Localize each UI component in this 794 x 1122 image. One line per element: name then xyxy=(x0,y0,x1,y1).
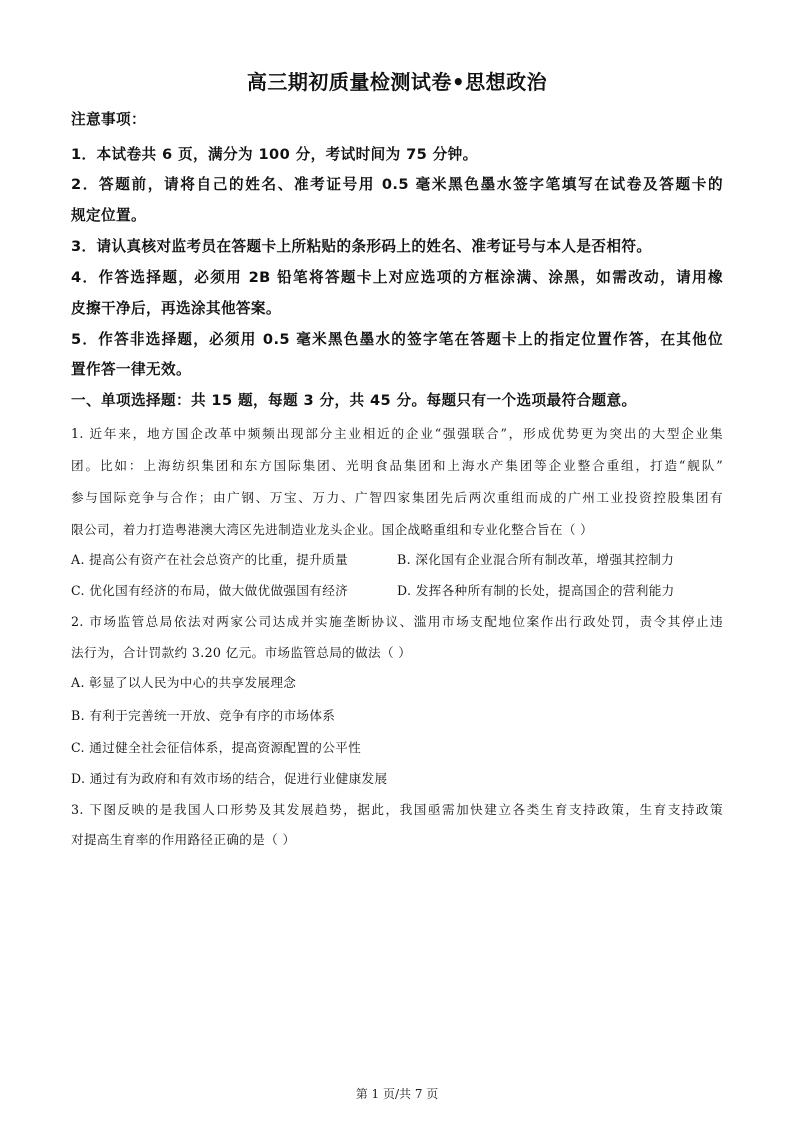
q3-line-1: 3. 下图反映的是我国人口形势及其发展趋势，据此，我国亟需加快建立各类生育支持政策，生育支持政策 xyxy=(71,802,723,817)
notice-line-5: 4．作答选择题，必须用 2B 铅笔将答题卡上对应选项的方框涂满、涂黑，如需改动，请用橡 xyxy=(71,269,723,286)
notice-line-2: 2．答题前，请将自己的姓名、准考证号用 0.5 毫米黑色墨水签字笔填写在试卷及答题卡的 xyxy=(71,176,723,193)
notice-heading: 注意事项： xyxy=(71,111,146,128)
page-footer: 第 1 页/共 7 页 xyxy=(355,1087,439,1101)
q3-line-2: 对提高生育率的作用路径正确的是（ ） xyxy=(71,832,296,847)
q2-line-1: 2. 市场监管总局依法对两家公司达成并实施垄断协议、滥用市场支配地位案作出行政处罚，责令其停止违 xyxy=(71,614,723,629)
notice-line-1: 1．本试卷共 6 页，满分为 100 分，考试时间为 75 分钟。 xyxy=(71,146,478,163)
q1-line-4: 限公司，着力打造粤港澳大湾区先进制造业龙头企业。国企战略重组和专业化整合旨在（ ） xyxy=(71,522,594,537)
notice-line-7: 5．作答非选择题，必须用 0.5 毫米黑色墨水的签字笔在答题卡上的指定位置作答，在其他位 xyxy=(71,331,723,348)
notice-line-3: 规定位置。 xyxy=(71,207,146,224)
q1-option-c: C. 优化国有经济的布局，做大做优做强国有经济 xyxy=(71,583,349,598)
q1-option-b: B. 深化国有企业混合所有制改革，增强其控制力 xyxy=(397,552,675,567)
q1-option-a: A. 提高公有资产在社会总资产的比重，提升质量 xyxy=(71,552,349,567)
section-heading-single-choice: 一、单项选择题：共 15 题，每题 3 分，共 45 分。每题只有一个选项最符合题意。 xyxy=(71,392,637,409)
q2-option-d: D. 通过有为政府和有效市场的结合，促进行业健康发展 xyxy=(71,771,388,786)
q2-line-2: 法行为，合计罚款约 3.20 亿元。市场监管总局的做法（ ） xyxy=(71,645,412,660)
q1-line-1: 1. 近年来，地方国企改革中频频出现部分主业相近的企业“强强联合”，形成优势更为突出的大型企业集 xyxy=(71,426,723,441)
q2-option-b: B. 有利于完善统一开放、竞争有序的市场体系 xyxy=(71,708,336,723)
q2-option-a: A. 彰显了以人民为中心的共享发展理念 xyxy=(71,675,297,690)
q1-option-d: D. 发挥各种所有制的长处，提高国企的营利能力 xyxy=(397,583,675,598)
q1-line-3: 参与国际竞争与合作；由广钢、万宝、万力、广智四家集团先后两次重组而成的广州工业投资控股集团有 xyxy=(71,490,723,505)
q2-option-c: C. 通过健全社会征信体系，提高资源配置的公平性 xyxy=(71,740,362,755)
notice-line-6: 皮擦干净后，再选涂其他答案。 xyxy=(71,300,281,317)
exam-title: 高三期初质量检测试卷•思想政治 xyxy=(246,70,548,94)
notice-line-4: 3．请认真核对监考员在答题卡上所粘贴的条形码上的姓名、准考证号与本人是否相符。 xyxy=(71,238,652,255)
notice-line-8: 置作答一律无效。 xyxy=(71,361,191,378)
q1-line-2: 团。比如：上海纺织集团和东方国际集团、光明食品集团和上海水产集团等企业整合重组，打造“舰队” xyxy=(71,458,723,473)
